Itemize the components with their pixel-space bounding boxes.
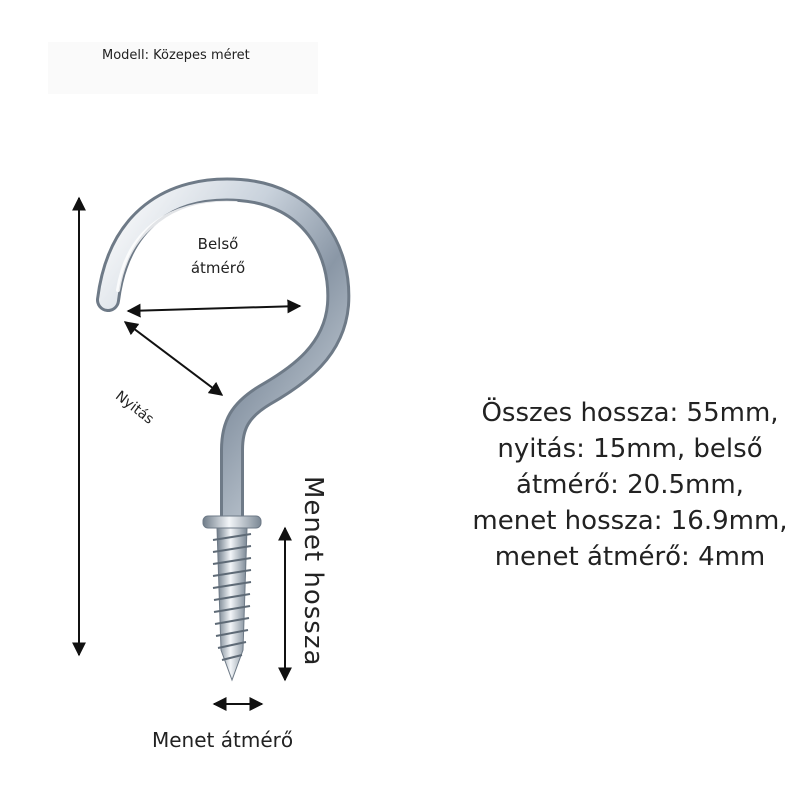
inner-diameter-label-line1: Belső [197, 235, 239, 253]
hook-collar [203, 516, 261, 528]
inner-diameter-label [178, 232, 258, 280]
specifications-summary: Összes hossza: 55mm, nyitás: 15mm, belső átmérő: 20.5mm, menet hossza: 16.9mm, menet átmérő: 4mm [472, 398, 788, 572]
inner-diameter-label-line2: átmérő [190, 259, 246, 277]
opening-label: Nyitás [112, 388, 157, 428]
thread-diameter-label: Menet átmérő [152, 728, 294, 752]
thread-length-label: Menet hossza [298, 476, 328, 667]
inner-diameter-arrow [128, 306, 300, 311]
model-label: Modell: Közepes méret [48, 42, 318, 94]
opening-arrow [125, 322, 222, 395]
